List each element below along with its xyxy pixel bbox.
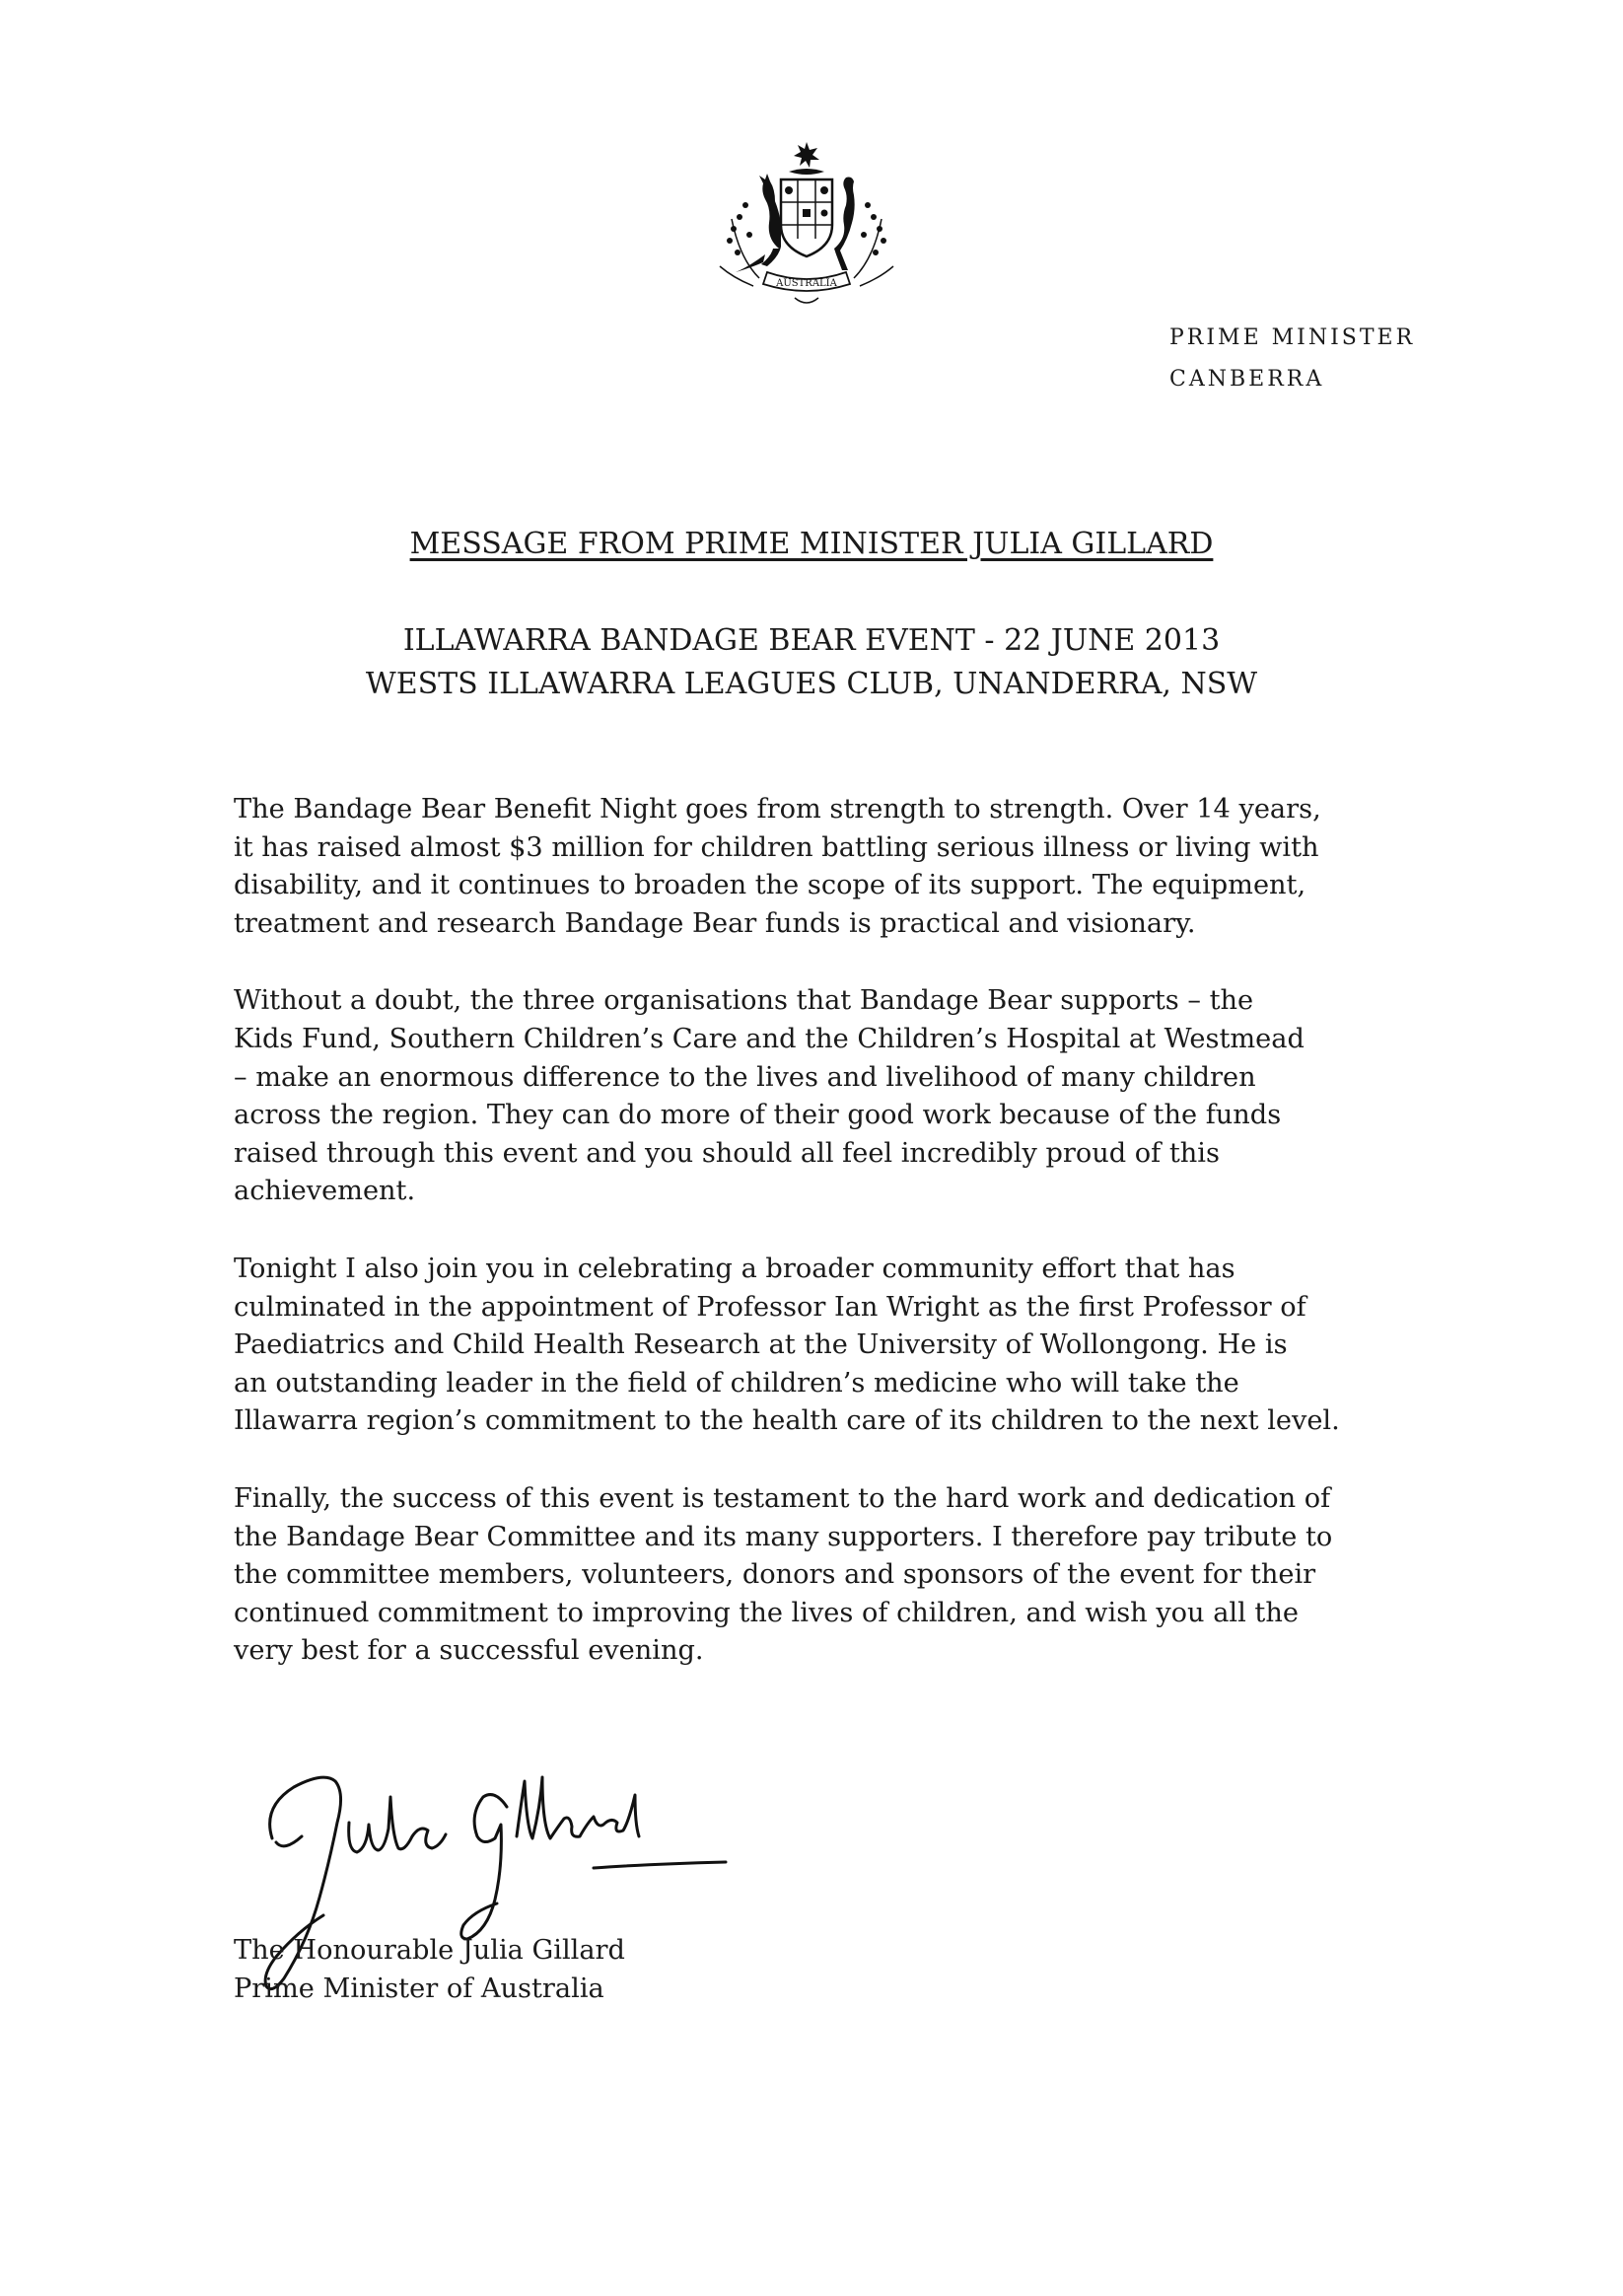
event-venue: WESTS ILLAWARRA LEAGUES CLUB, UNANDERRA, NSW (365, 667, 1258, 701)
document-title: MESSAGE FROM PRIME MINISTER JULIA GILLARD (409, 527, 1214, 561)
office-line-city: CANBERRA (1169, 367, 1325, 392)
text-line: – make an enormous difference to the lives and livelihood of many children (234, 1061, 1256, 1093)
text-line: treatment and research Bandage Bear funds is practical and visionary. (234, 907, 1196, 939)
office-address (1169, 318, 1415, 400)
paragraph (234, 791, 1397, 943)
text-line: Finally, the success of this event is testament to the hard work and dedication of (234, 1482, 1331, 1514)
event-name: ILLAWARRA BANDAGE BEAR EVENT - 22 JUNE 2013 (402, 623, 1221, 658)
message-body (234, 791, 1397, 1710)
text-line: the Bandage Bear Committee and its many supporters. I therefore pay tribute to (234, 1521, 1333, 1552)
text-line: very best for a successful evening. (234, 1635, 704, 1667)
signoff (234, 1932, 625, 2008)
text-line: Illawarra region’s commitment to the health care of its children to the next level. (234, 1405, 1340, 1437)
signatory-name: The Honourable Julia Gillard (234, 1935, 625, 1966)
text-line: disability, and it continues to broaden the scope of its support. The equipment, (234, 870, 1306, 901)
text-line: it has raised almost $3 million for children battling serious illness or living with (234, 831, 1319, 863)
text-line: Tonight I also join you in celebrating a broader community effort that has (234, 1253, 1235, 1284)
text-line: across the region. They can do more of their good work because of the funds (234, 1100, 1282, 1131)
text-line: Without a doubt, the three organisations that Bandage Bear supports – the (234, 985, 1254, 1017)
paragraph (234, 982, 1397, 1211)
text-line: the committee members, volunteers, donors and sponsors of the event for their (234, 1559, 1316, 1591)
coat-of-arms-icon (710, 140, 903, 310)
text-line: Paediatrics and Child Health Research at the University of Wollongong. He is (234, 1329, 1288, 1361)
text-line: achievement. (234, 1176, 416, 1207)
paragraph (234, 1480, 1397, 1671)
text-line: culminated in the appointment of Professor Ian Wright as the first Professor of (234, 1291, 1306, 1323)
text-line: continued commitment to improving the lives of children, and wish you all the (234, 1597, 1299, 1628)
text-line: raised through this event and you should all feel incredibly proud of this (234, 1137, 1220, 1169)
text-line: Kids Fund, Southern Children’s Care and the Children’s Hospital at Westmead (234, 1023, 1305, 1054)
signatory-position: Prime Minister of Australia (234, 1973, 604, 2004)
office-line-title: PRIME MINISTER (1169, 325, 1416, 350)
text-line: an outstanding leader in the field of children’s medicine who will take the (234, 1367, 1239, 1399)
crest-scroll-text: AUSTRALIA (776, 278, 837, 289)
text-line: The Bandage Bear Benefit Night goes from strength to strength. Over 14 years, (234, 794, 1321, 825)
paragraph (234, 1251, 1397, 1441)
event-heading (0, 619, 1623, 706)
